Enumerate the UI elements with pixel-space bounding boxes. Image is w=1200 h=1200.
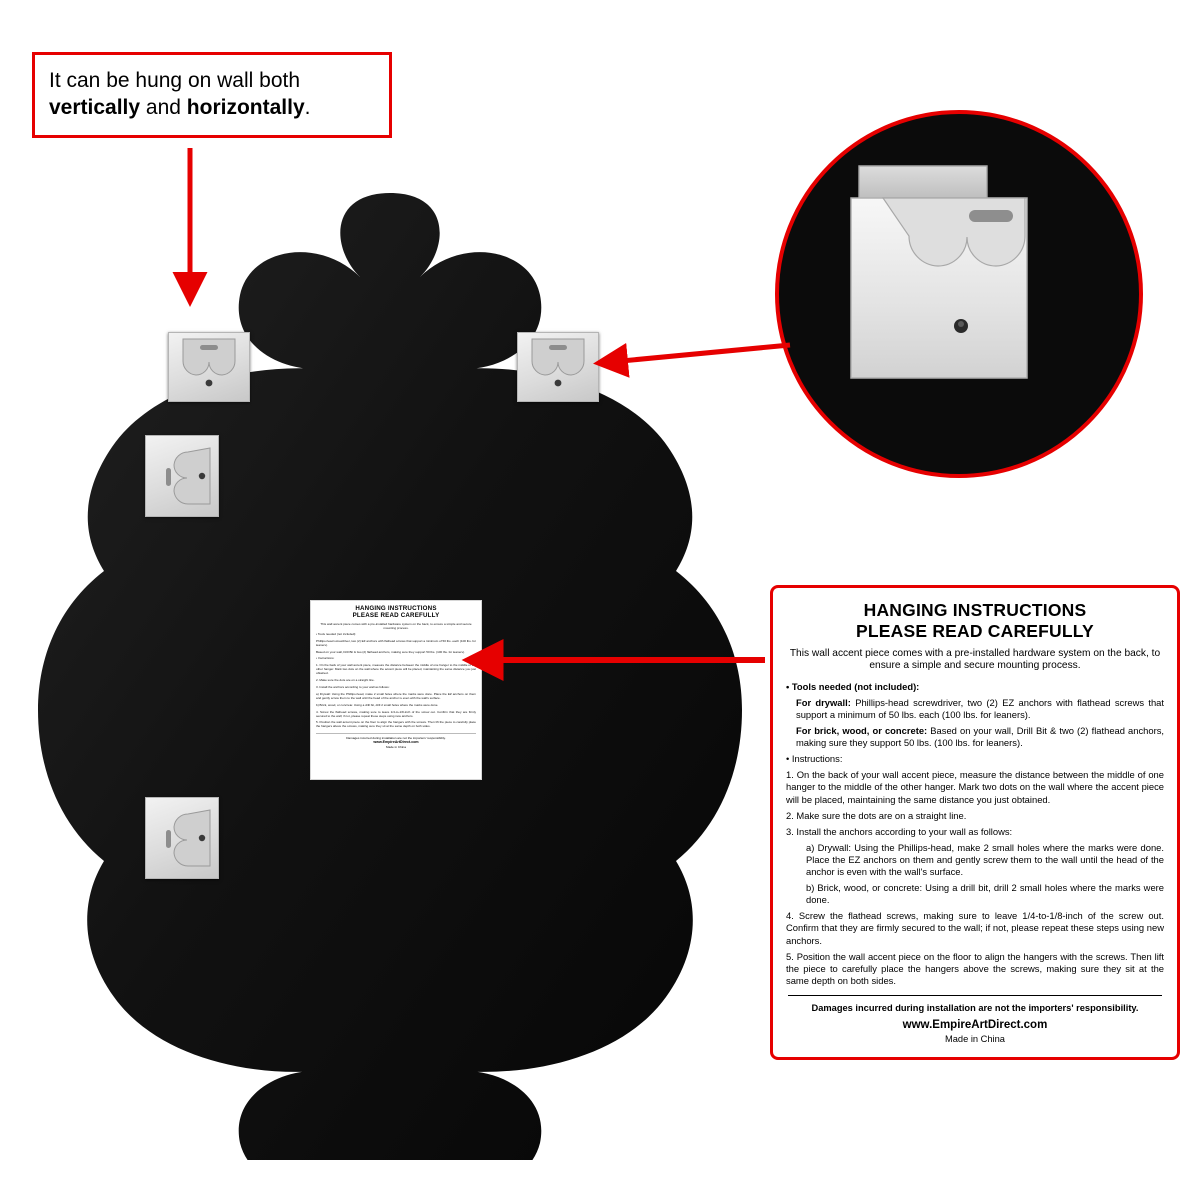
hanger-closeup-icon: [779, 114, 1131, 466]
panel-step-3b: b) Brick, wood, or concrete: Using a drill bit, drill 2 small holes where the marks were done.: [806, 882, 1164, 906]
panel-tools-brick-label: For brick, wood, or concrete:: [796, 725, 928, 737]
mini-footer-url: www.EmpireArtDirect.com: [373, 740, 419, 745]
panel-step-3: 3. Install the anchors according to your wall as follows:: [786, 825, 1013, 837]
panel-step-1: 1. On the back of your wall accent piece, measure the distance between the middle of one hanger to the middle of the other hanger. Mark two dots on the wall where the accent piece will be placed, maintaining the same distance you just obtained.: [786, 769, 1164, 805]
callout-bold-vertically: vertically: [49, 96, 141, 119]
hanger-left-lower-vertical: [145, 797, 219, 879]
mini-step-3b: b) Brick, wood, or concrete: Using a drill bit, drill 2 small holes where the marks were done.: [316, 702, 439, 707]
callout-period: .: [304, 96, 311, 119]
mini-step-4: 4. Screw the flathead screws, making sure to leave 1/4-to-1/8-inch of the screw out. Confirm that they are firmly secured to the wall; if not, please repeat these steps using new anchors.: [316, 709, 476, 718]
callout-mid: and: [140, 96, 187, 119]
panel-footer-damages: Damages incurred during installation are not the importers' responsibility.: [811, 1002, 1139, 1013]
mini-step-1: 1. On the back of your wall accent piece, measure the distance between the middle of one hanger to the middle of the other hanger. Mark two dots on the wall where the accent piece will be placed, maintaining the same distance you just obtained.: [316, 663, 476, 676]
mini-footer-made: Made in China: [386, 744, 406, 749]
panel-title-line2: PLEASE READ CAREFULLY: [856, 621, 1094, 641]
hanger-left-vertical: [145, 435, 219, 517]
orientation-callout: [32, 52, 392, 138]
mini-step-2: 2. Make sure the dots are on a straight line.: [316, 678, 375, 683]
mini-tools-heading: • Tools needed (not included):: [316, 631, 357, 636]
mini-tools-brick: Based on your wall, Drill Bit & two (2) flathead anchors, making sure they support 50 lbs. (100 lbs. for leaners).: [316, 649, 465, 654]
panel-subtitle: This wall accent piece comes with a pre-installed hardware system on the back, to ensure a simple and secure mounting process.: [789, 648, 1161, 672]
panel-tools-drywall-label: For drywall:: [796, 696, 851, 708]
hanger-closeup-zoom: [775, 110, 1143, 478]
mini-step-3a: a) Drywall: Using the Phillips-head, make 2 small holes where the marks were done. Place the EZ anchors on them and gently screw them to the wall until the head of the anchor is even with the wall's surface.: [316, 691, 476, 700]
callout-line-2: [49, 94, 375, 121]
mini-footer-damages: Damages incurred during installation are not the importers' responsibility.: [346, 736, 446, 741]
mini-instructions-heading: • Instructions:: [316, 656, 335, 661]
mini-tools-drywall: Phillips-head screwdriver, two (2) EZ anchors with flathead screws that support a minimum of 50 lbs. each (100 lbs. for leaners).: [316, 638, 476, 647]
panel-title-line1: HANGING INSTRUCTIONS: [863, 600, 1087, 620]
panel-tools-heading: • Tools needed (not included):: [786, 680, 920, 692]
panel-footer-made: Made in China: [945, 1033, 1005, 1044]
instruction-panel: [770, 585, 1180, 1060]
panel-tools-brick-text: Based on your wall, Drill Bit & two (2) flathead anchors, making sure they support 50 lbs. (100 lbs. for leaners).: [796, 725, 1165, 749]
panel-step-4: 4. Screw the flathead screws, making sure to leave 1/4-to-1/8-inch of the screw out. Confirm that they are firmly secured to the wall; if not, please repeat these steps using new anchors.: [786, 910, 1164, 946]
mini-title-line1: HANGING INSTRUCTIONS: [355, 605, 437, 612]
callout-bold-horizontally: horizontally: [186, 96, 305, 119]
panel-divider: [788, 995, 1162, 996]
panel-tools-drywall-text: Phillips-head screwdriver, two (2) EZ anchors with flathead screws that support a minimum of 50 lbs. each (100 lbs. for leaners).: [796, 696, 1164, 720]
panel-step-3a: a) Drywall: Using the Phillips-head, make 2 small holes where the marks were done. Place the EZ anchors on them and gently screw them to the wall until the head of the anchor is even with the wall's surface.: [806, 841, 1164, 878]
mini-title-line2: PLEASE READ CAREFULLY: [352, 612, 440, 620]
mini-step-5: 5. Position the wall accent piece on the floor to align the hangers with the screws. Then lift the piece to carefully place the hangers above the screws, making sure they sit at the same depth on both sides.: [316, 720, 476, 729]
panel-step-2: 2. Make sure the dots are on a straight line.: [786, 809, 967, 821]
mini-subtitle: This wall accent piece comes with a pre-installed hardware system on the back, to ensure a simple and secure mounting process.: [320, 621, 472, 630]
hanger-top-right: [517, 332, 599, 402]
mini-step-3: 3. Install the anchors according to your wall as follows:: [316, 684, 390, 689]
panel-step-5: 5. Position the wall accent piece on the floor to align the hangers with the screws. Then lift the piece to carefully place the hangers above the screws, making sure they sit at the same depth on both sides.: [786, 950, 1164, 986]
callout-line-1: It can be hung on wall both: [49, 69, 301, 92]
panel-instructions-heading: • Instructions:: [786, 753, 843, 765]
instruction-label-small: [310, 600, 482, 780]
hanger-top-left: [168, 332, 250, 402]
panel-footer-url: www.EmpireArtDirect.com: [902, 1018, 1048, 1031]
